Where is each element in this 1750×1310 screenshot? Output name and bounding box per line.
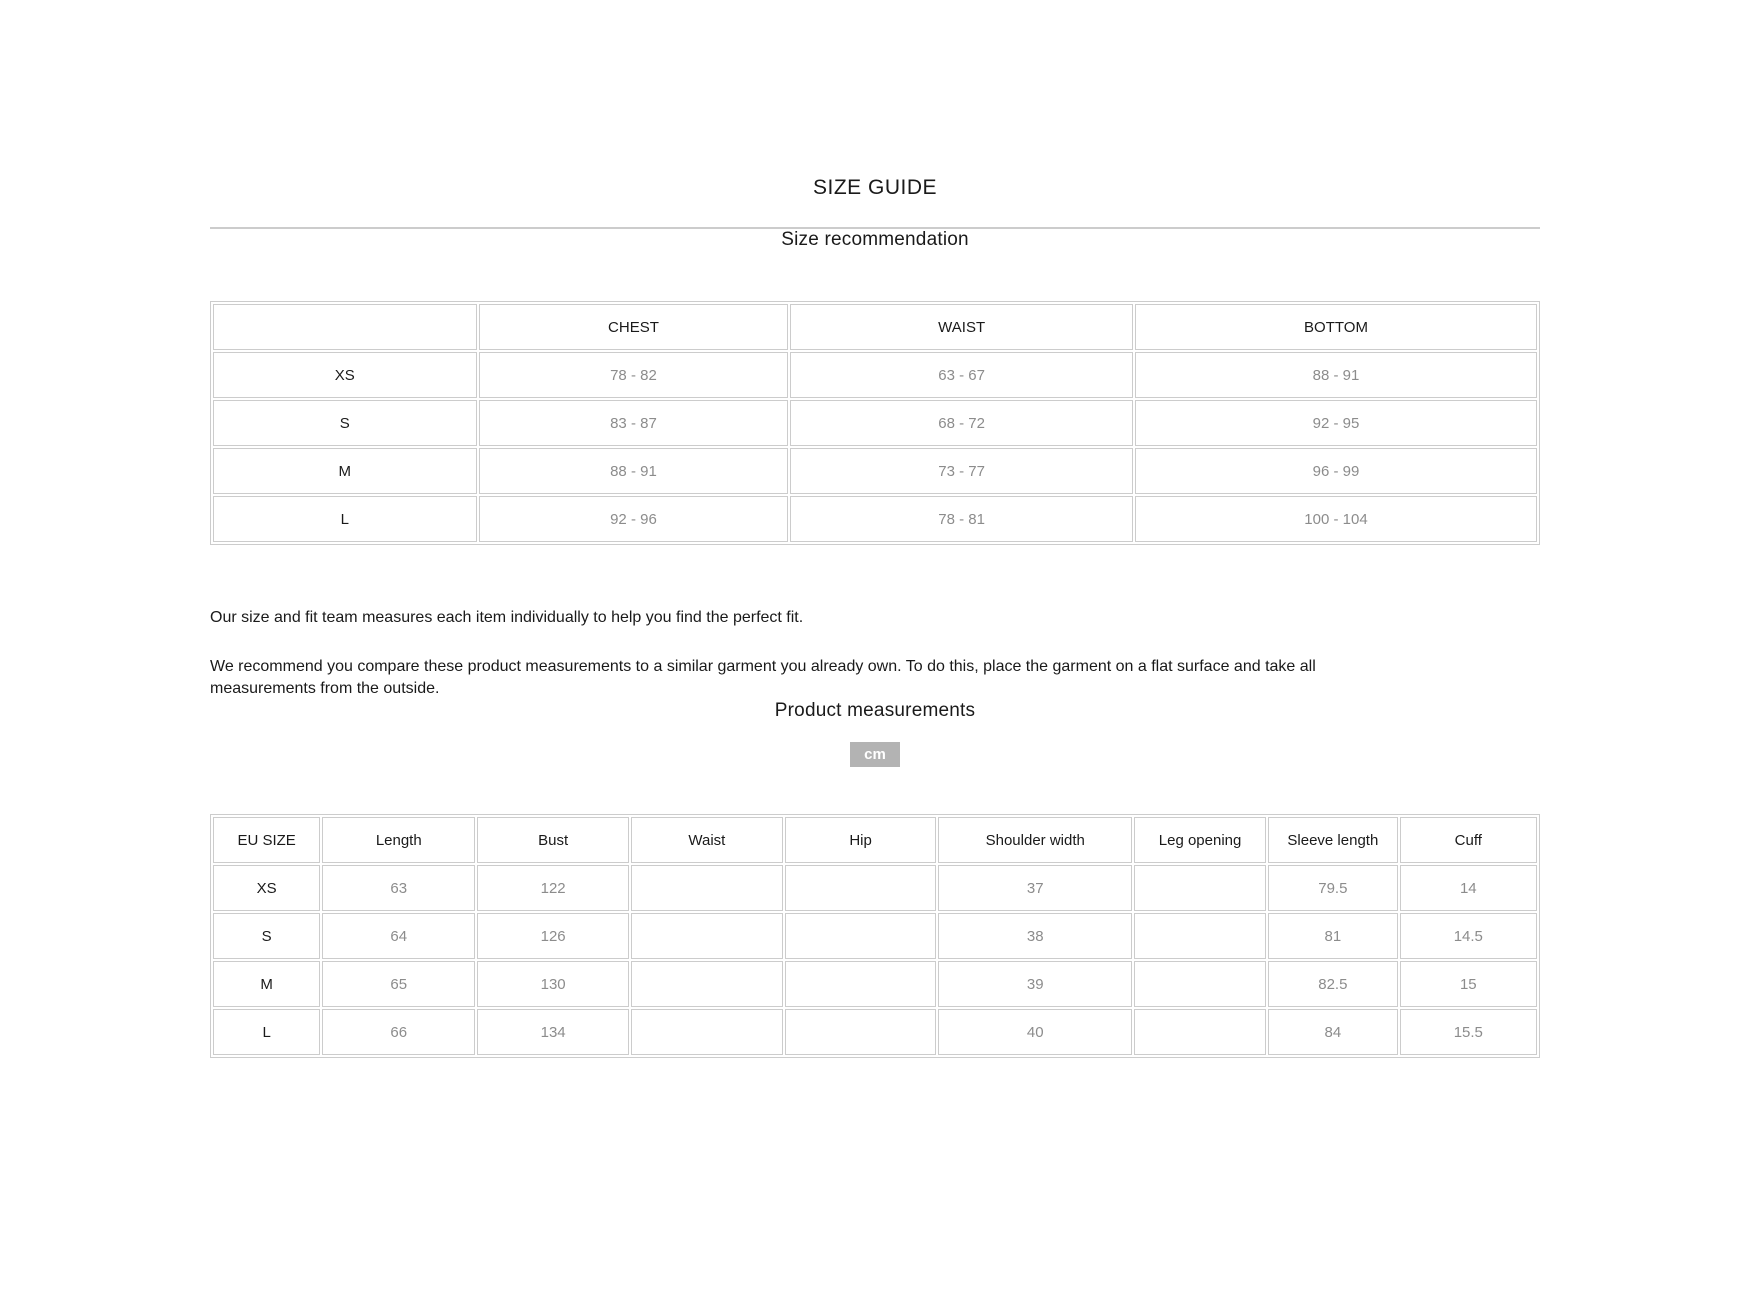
size-recommendation-table (210, 301, 1540, 545)
column-header: BOTTOM (1135, 304, 1537, 350)
measurement-value (631, 913, 783, 959)
measurement-value: 15 (1400, 961, 1537, 1007)
measurement-value: 78 - 81 (790, 496, 1133, 542)
table-header-row (213, 304, 1537, 350)
measurement-value: 63 (322, 865, 475, 911)
column-header: CHEST (479, 304, 789, 350)
row-label: XS (213, 865, 320, 911)
row-label: L (213, 1009, 320, 1055)
measurement-value: 14 (1400, 865, 1537, 911)
measurement-value (631, 1009, 783, 1055)
measurement-value (785, 913, 937, 959)
measuring-notes-section (210, 607, 1540, 700)
column-header: Waist (631, 817, 783, 863)
measurement-value (631, 961, 783, 1007)
row-label: XS (213, 352, 477, 398)
unit-toggle-cm[interactable]: cm (850, 742, 900, 767)
measurement-value: 84 (1268, 1009, 1397, 1055)
column-header: Length (322, 817, 475, 863)
size-recommendation-heading: Size recommendation (781, 229, 969, 250)
measurement-value: 68 - 72 (790, 400, 1133, 446)
row-label: M (213, 448, 477, 494)
measurement-value: 63 - 67 (790, 352, 1133, 398)
table-row (213, 961, 1537, 1007)
measurement-value: 122 (477, 865, 629, 911)
column-header: Cuff (1400, 817, 1537, 863)
column-header: WAIST (790, 304, 1133, 350)
measurement-value: 96 - 99 (1135, 448, 1537, 494)
measurement-value (1134, 961, 1266, 1007)
measurement-value: 73 - 77 (790, 448, 1133, 494)
note-paragraph-1: Our size and fit team measures each item individually to help you find the perfect fit. (210, 609, 804, 626)
measurement-value: 40 (938, 1009, 1132, 1055)
table-row (213, 352, 1537, 398)
measurement-value: 134 (477, 1009, 629, 1055)
measurement-value: 82.5 (1268, 961, 1397, 1007)
row-label: S (213, 913, 320, 959)
measurement-value: 126 (477, 913, 629, 959)
column-header: EU SIZE (213, 817, 320, 863)
measurement-value: 88 - 91 (1135, 352, 1537, 398)
measurement-value (785, 961, 937, 1007)
size-guide-page (210, 0, 1540, 1058)
measurement-value (1134, 913, 1266, 959)
column-header: Sleeve length (1268, 817, 1397, 863)
measurement-value: 81 (1268, 913, 1397, 959)
page-title: SIZE GUIDE (812, 176, 938, 199)
product-measurements-table (210, 814, 1540, 1058)
table-row (213, 913, 1537, 959)
product-measurements-section (210, 700, 1540, 1058)
unit-badge-row (210, 742, 1540, 767)
measurement-value: 92 - 96 (479, 496, 789, 542)
measurement-value: 88 - 91 (479, 448, 789, 494)
measurement-value: 64 (322, 913, 475, 959)
measurement-value: 79.5 (1268, 865, 1397, 911)
table-row (213, 865, 1537, 911)
measurement-value: 130 (477, 961, 629, 1007)
measurement-value: 39 (938, 961, 1132, 1007)
column-header: Hip (785, 817, 937, 863)
measurement-value: 15.5 (1400, 1009, 1537, 1055)
measurement-value (1134, 865, 1266, 911)
measurement-value (631, 865, 783, 911)
measurement-value: 14.5 (1400, 913, 1537, 959)
column-header: Shoulder width (938, 817, 1132, 863)
note-paragraph-2: We recommend you compare these product measurements to a similar garment you already own. To do this, place the garment on a flat surface and take all measurements from the outside. (210, 658, 1316, 697)
column-header (213, 304, 477, 350)
size-recommendation-section (210, 229, 1540, 545)
table-row (213, 496, 1537, 542)
measurement-value: 92 - 95 (1135, 400, 1537, 446)
table-row (213, 448, 1537, 494)
column-header: Bust (477, 817, 629, 863)
measurement-value: 83 - 87 (479, 400, 789, 446)
product-measurements-heading: Product measurements (774, 700, 976, 721)
measurement-value: 78 - 82 (479, 352, 789, 398)
measurement-value: 37 (938, 865, 1132, 911)
row-label: S (213, 400, 477, 446)
measurement-value (1134, 1009, 1266, 1055)
measurement-value (785, 865, 937, 911)
measurement-value: 100 - 104 (1135, 496, 1537, 542)
row-label: L (213, 496, 477, 542)
column-header: Leg opening (1134, 817, 1266, 863)
row-label: M (213, 961, 320, 1007)
table-row (213, 1009, 1537, 1055)
table-row (213, 400, 1537, 446)
measurement-value (785, 1009, 937, 1055)
table-header-row (213, 817, 1537, 863)
measurement-value: 38 (938, 913, 1132, 959)
measurement-value: 65 (322, 961, 475, 1007)
measurement-value: 66 (322, 1009, 475, 1055)
